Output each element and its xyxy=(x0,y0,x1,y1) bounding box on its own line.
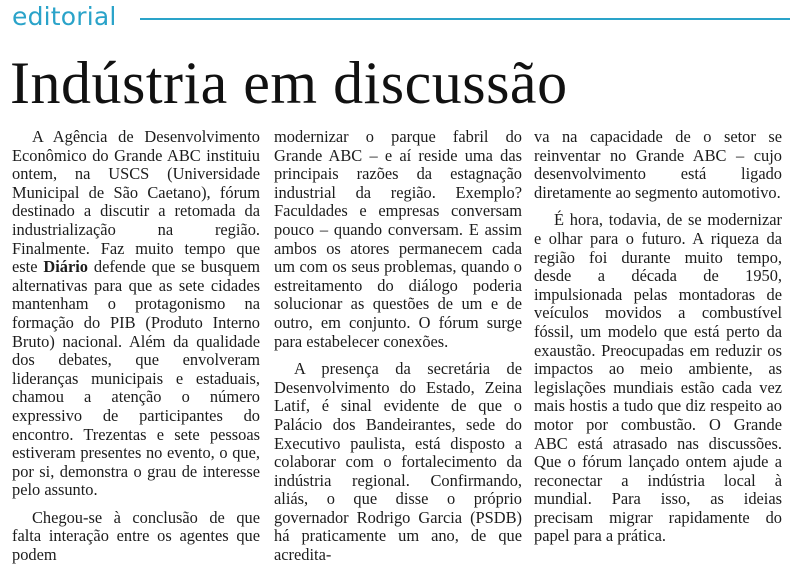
column-2 xyxy=(274,128,522,565)
headline: Indústria em discussão xyxy=(10,50,568,116)
paragraph: Chegou-se à conclusão de que falta interação entre os agentes que podem xyxy=(12,507,260,565)
article-body xyxy=(12,127,782,565)
paragraph: A presença da secretária de Desenvolvimento do Estado, Zeina Latif, é sinal evidente de que o Palácio dos Bandeirantes, sede do Executivo paulista, está disposto a colaborar com o fortalecimento da indústria regional. Confirmando, aliás, o que disse o próprio governador Rodrigo Garcia (PSDB) há praticamente um ano, de que acredita- xyxy=(274,359,522,565)
paragraph: modernizar o parque fabril do Grande ABC – e aí reside uma das principais razões da estagnação industrial da região. Exemplo? Faculdades e empresas conversam pouco – quando conversam. E assim ambos os atores permanecem cada um com os seus problemas, quando o estreitamento do diálogo poderia solucionar as questões de um e de outro, em conjunto. O fórum surge para estabelecer conexões. xyxy=(274,127,522,351)
newspaper-name: Diário xyxy=(43,257,89,277)
section-label: editorial xyxy=(12,2,117,31)
paragraph xyxy=(12,128,260,500)
column-1 xyxy=(12,128,260,565)
paragraph: É hora, todavia, de se modernizar e olhar para o futuro. A riqueza da região foi durante muito tempo, desde a década de 1950, impulsionada pelas montadoras de veículos movidos a combustível fóssil, um modelo que está perto da exaustão. Preocupadas em reduzir os impactos ao meio ambiente, as legislações mundiais estão cada vez mais hostis a tudo que diz respeito ao motor por combustão. O Grande ABC está atrasado nas discussões. Que o fórum lançado ontem ajude a reconectar a indústria local à mundial. Para isso, as ideias precisam migrar rapidamente do papel para a prática. xyxy=(534,210,782,546)
paragraph-text: A Agência de Desenvolvimento Econômico do Grande ABC instituiu ontem, na USCS (Universidade Municipal de São Caetano), fórum destinado a discutir a retomada da industrialização na região. Finalmente. Faz muito tempo que este xyxy=(12,127,260,277)
paragraph: va na capacidade de o setor se reinventar no Grande ABC – cujo desenvolvimento está ligado diretamente ao segmento automotivo. xyxy=(534,127,782,202)
column-3 xyxy=(534,128,782,546)
section-rule xyxy=(140,18,790,20)
paragraph-text: defende que se busquem alternativas para que as sete cidades mantenham o protagonismo na formação do PIB (Produto Interno Bruto) nacional. Além da qualidade dos debates, que envolveram lideranças municipais e estaduais, chamou a atenção o número expressivo de participantes do encontro. Trezentas e sete pessoas estiveram presentes no evento, o que, por si, demonstra o grau de interesse pelo assunto. xyxy=(12,257,260,500)
